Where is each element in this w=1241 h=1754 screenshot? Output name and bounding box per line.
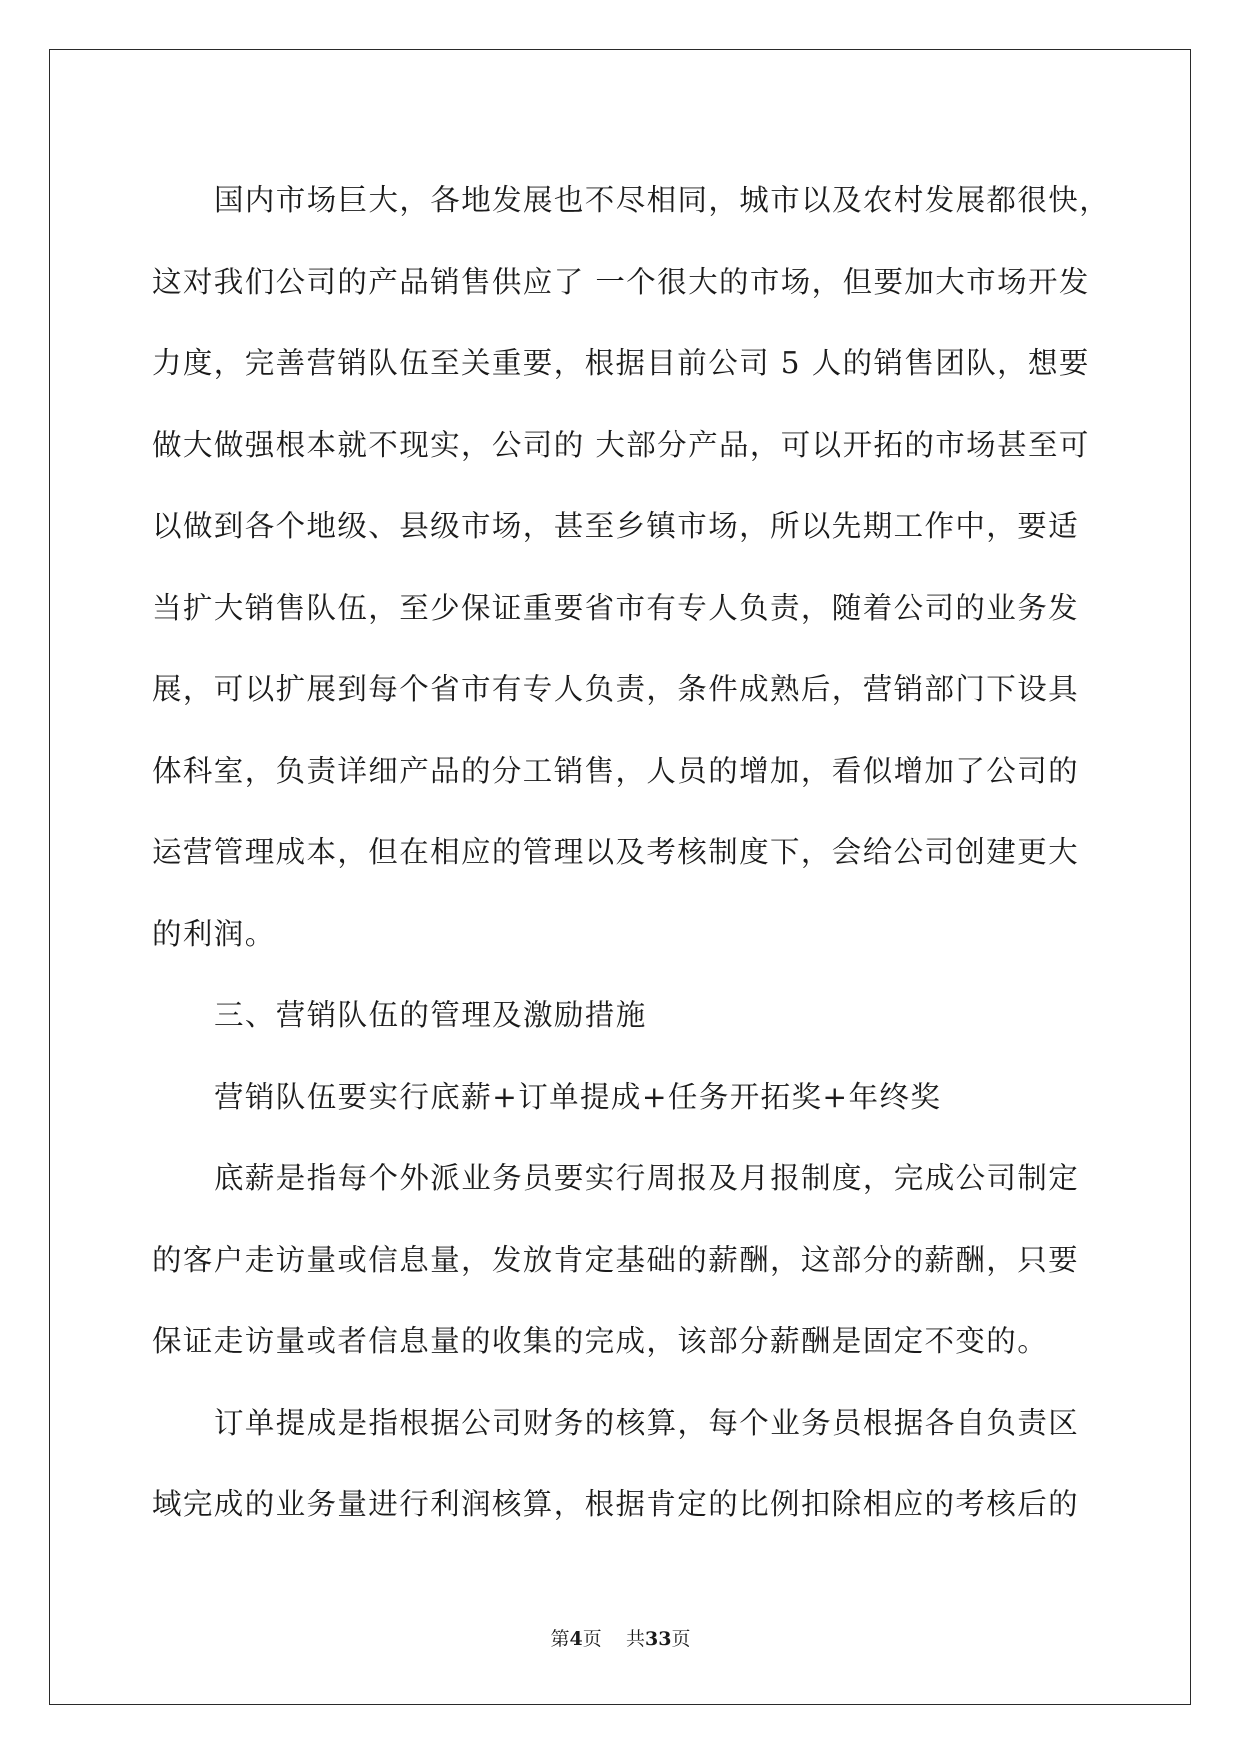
text-line: 体科室，负责详细产品的分工销售，人员的增加，看似增加了公司的 <box>152 753 1080 788</box>
page-footer <box>0 1624 1241 1651</box>
text-line: 保证走访量或者信息量的收集的完成，该部分薪酬是固定不变的。 <box>152 1324 1049 1358</box>
text-line: 运营管理成本，但在相应的管理以及考核制度下，会给公司创建更大 <box>152 835 1080 869</box>
text-line: 的利润。 <box>152 916 276 951</box>
total-prefix: 共 <box>625 1628 645 1650</box>
page-prefix: 第 <box>550 1628 570 1650</box>
text-line: 这对我们公司的产品销售供应了 一个很大的市场，但要加大市场开发 <box>152 264 1090 299</box>
text-line: 订单提成是指根据公司财务的核算，每个业务员根据各自负责区 <box>214 1405 1080 1440</box>
text-line: 底薪是指每个外派业务员要实行周报及月报制度，完成公司制定 <box>214 1161 1080 1195</box>
document-body <box>152 160 1111 1546</box>
total-suffix: 页 <box>671 1628 691 1650</box>
text-line: 展，可以扩展到每个省市有专人负责，条件成熟后，营销部门下设具 <box>152 672 1080 706</box>
text-line: 域完成的业务量进行利润核算，根据肯定的比例扣除相应的考核后的 <box>152 1487 1080 1521</box>
text-line: 当扩大销售队伍，至少保证重要省市有专人负责，随着公司的业务发 <box>152 590 1080 625</box>
section-heading: 三、营销队伍的管理及激励措施 <box>214 998 647 1032</box>
text-line: 国内市场巨大，各地发展也不尽相同，城市以及农村发展都很快， <box>214 183 1111 217</box>
page-suffix: 页 <box>582 1628 602 1650</box>
text-line: 以做到各个地级、县级市场，甚至乡镇市场，所以先期工作中，要适 <box>152 509 1080 543</box>
page-number: 4 <box>569 1628 583 1650</box>
text-line: 力度，完善营销队伍至关重要，根据目前公司 5 人的销售团队，想要 <box>152 346 1090 380</box>
text-line: 营销队伍要实行底薪+订单提成+任务开拓奖+年终奖 <box>214 1079 942 1114</box>
text-line: 做大做强根本就不现实，公司的 大部分产品，可以开拓的市场甚至可 <box>152 427 1090 462</box>
total-pages: 33 <box>644 1628 672 1650</box>
text-line: 的客户走访量或信息量，发放肯定基础的薪酬，这部分的薪酬，只要 <box>152 1242 1080 1277</box>
